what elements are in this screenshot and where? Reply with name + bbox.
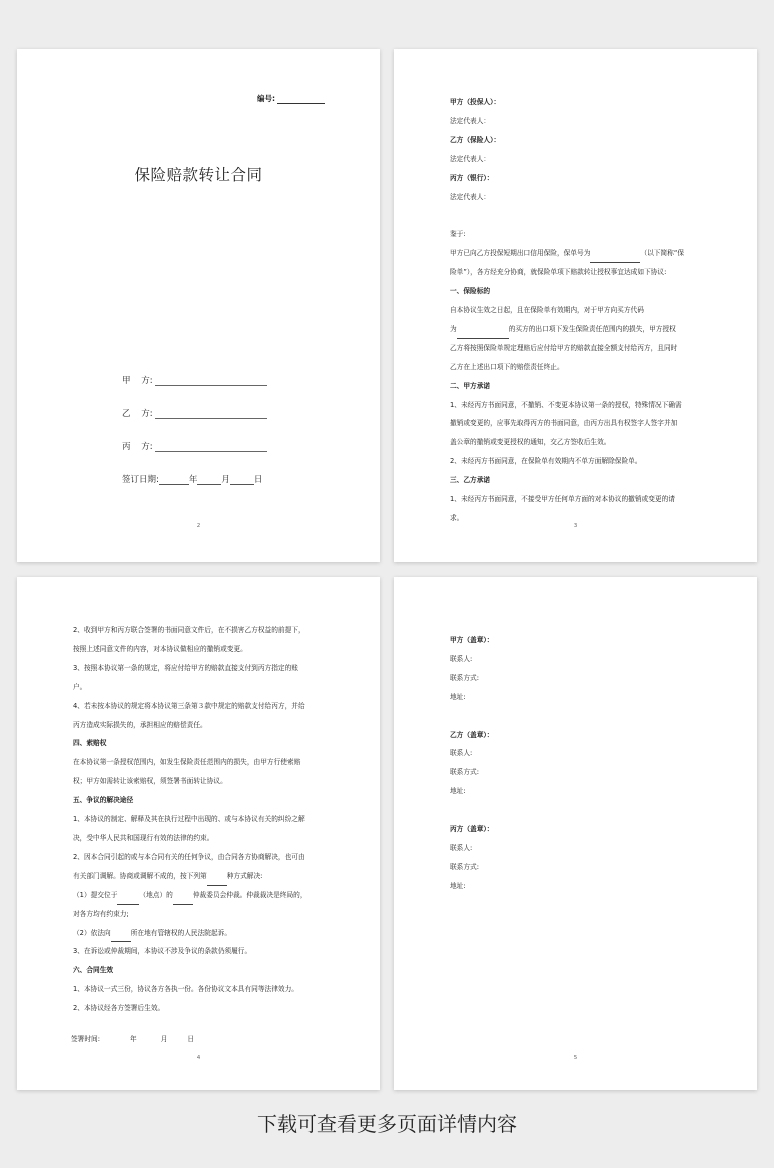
line-text-continued: 的买方的出口项下发生保险责任范围内的损失，甲方授权: [508, 324, 676, 333]
party-c-line: [122, 440, 267, 452]
line-text: 4、若未按本协议的规定将本协议第三条第３款中规定的赔款支付给丙方，并给: [73, 701, 305, 710]
line-text: 1、本协议的制定、解释及其在执行过程中出现的、或与本协议有关的纠纷之解: [73, 815, 305, 824]
text-line: [450, 707, 710, 726]
page-number: 5: [573, 1055, 578, 1061]
text-line: [73, 848, 333, 867]
line-text: 2、未经丙方书面同意，在保险单有效期内不单方面解除保险单。: [450, 457, 642, 466]
text-line: [73, 772, 333, 791]
text-line: [450, 301, 710, 320]
section-heading: [450, 820, 710, 839]
line-text-continued: （地点）的: [139, 890, 173, 899]
line-text: 地址:: [450, 692, 466, 701]
document-page-5: [394, 577, 757, 1090]
line-text-continued: 仲裁委员会仲裁。仲裁裁决是终局的，: [192, 890, 307, 899]
line-text-continued: 所在地有管辖权的人民法院起诉。: [130, 928, 232, 937]
line-text: [450, 712, 452, 720]
section-heading: [450, 282, 710, 301]
year-label: 年: [188, 475, 198, 485]
line-text: 决，受中华人民共和国现行有效的法律的约束。: [73, 833, 214, 842]
line-text: 盖公章的撤销或变更授权的通知，交乙方签收后生效。: [450, 438, 611, 447]
line-text: 户。: [73, 682, 87, 691]
text-line: [450, 452, 710, 471]
text-line: [450, 206, 710, 225]
line-text: 有关部门调解。协商或调解不成的，按下列第: [73, 871, 207, 880]
text-line: [450, 414, 710, 433]
line-text: 联系人:: [450, 749, 473, 758]
line-text: [450, 211, 452, 219]
text-line: [73, 924, 333, 943]
text-line: [450, 744, 710, 763]
signing-time: [71, 1033, 194, 1043]
fill-blank: [590, 253, 640, 263]
line-text: （1）提交位于: [73, 890, 118, 899]
line-text: 地址:: [450, 881, 466, 890]
party-a-line: [122, 374, 267, 386]
line-text: 求。: [450, 513, 464, 522]
fill-blank: [117, 895, 139, 905]
line-text: 二、甲方承诺: [450, 381, 491, 390]
text-line: [73, 886, 333, 905]
party-c-blank: [155, 451, 267, 452]
page-number: 2: [196, 523, 201, 529]
text-line: [73, 716, 333, 735]
text-line: [450, 650, 710, 669]
line-text: 1、未经丙方书面同意，不撤销、不变更本协议第一条的授权，特殊情况下确需: [450, 400, 682, 409]
day-label: 日: [187, 1035, 195, 1043]
document-page-2: [17, 49, 380, 562]
line-text: 法定代表人：: [450, 192, 491, 201]
line-text: 2、因本合同引起的或与本合同有关的任何争议，由合同各方协商解决，也可由: [73, 852, 305, 861]
line-text: 乙方在上述出口项下的赔偿责任终止。: [450, 362, 564, 371]
line-text: 1、未经丙方书面同意，不接受甲方任何单方面的对本协议的撤销或变更的请: [450, 495, 675, 504]
line-text: 撤销或变更的，应事先取得丙方的书面同意，由丙方出具有权签字人签字并加: [450, 419, 678, 428]
text-line: [450, 763, 710, 782]
line-text: 对各方均有约束力;: [73, 909, 129, 918]
section-heading: [450, 471, 710, 490]
line-text: 3、按照本协议第一条的规定，将应付给甲方的赔款直接支付到丙方指定的账: [73, 663, 298, 672]
contract-number: [257, 93, 325, 104]
page-4-body: [73, 621, 333, 1018]
line-text: 2、本协议经各方签署后生效。: [73, 1004, 165, 1013]
line-text: 自本协议生效之日起，且在保险单有效期内，对于甲方向买方代码: [450, 305, 644, 314]
section-heading: [450, 726, 710, 745]
line-text: 联系方式:: [450, 768, 480, 777]
fill-blank: [173, 895, 193, 905]
line-text: 险单”），各方经充分协商，就保险单项下赔款转让授权事宜达成如下协议:: [450, 268, 667, 277]
month-blank: [197, 484, 221, 485]
line-text: 1、本协议一式三份，协议各方各执一份。各份协议文本具有同等法律效力。: [73, 985, 298, 994]
line-text: 乙方将按照保险单规定理赔后应付给甲方的赔款直接全额支付给丙方，且同时: [450, 343, 678, 352]
document-title: 保险赔款转让合同: [134, 166, 263, 184]
text-line: [450, 801, 710, 820]
text-line: [73, 999, 333, 1018]
signing-time-label: 签署时间:: [71, 1035, 101, 1043]
line-text: [450, 806, 452, 814]
text-line: [73, 640, 333, 659]
page-3-body: [450, 93, 710, 528]
text-line: [450, 396, 710, 415]
text-line: [73, 753, 333, 772]
text-line: [450, 263, 710, 282]
line-text: 丙方（银行）：: [450, 173, 494, 182]
line-text: 为: [450, 324, 457, 333]
text-line: [450, 782, 710, 801]
text-line: [450, 150, 710, 169]
day-blank: [230, 484, 254, 485]
signing-date: [122, 473, 262, 485]
text-line: [450, 112, 710, 131]
line-text: 在本协议第一条授权范围内，如发生保险责任范围内的损失，由甲方行使索赔: [73, 758, 301, 767]
contract-number-blank: [277, 103, 325, 104]
line-text: 3、在诉讼或仲裁期间，本协议不涉及争议的条款仍须履行。: [73, 947, 252, 956]
section-heading: [450, 93, 710, 112]
line-text: 四、索赔权: [73, 739, 107, 748]
line-text: 鉴于:: [450, 230, 466, 239]
page-number: 3: [573, 523, 578, 529]
text-line: [450, 188, 710, 207]
section-heading: [73, 961, 333, 980]
text-line: [450, 320, 710, 339]
text-line: [450, 339, 710, 358]
text-line: [450, 877, 710, 896]
month-label: 月: [160, 1035, 168, 1043]
line-text: 丙方造成实际损失的，承担相应的赔偿责任。: [73, 720, 207, 729]
day-label: 日: [253, 475, 263, 485]
section-heading: [73, 734, 333, 753]
text-line: [450, 225, 710, 244]
text-line: [73, 697, 333, 716]
fill-blank: [207, 876, 227, 886]
party-b-blank: [155, 418, 267, 419]
party-a-label: 甲 方:: [122, 376, 153, 386]
text-line: [73, 810, 333, 829]
section-heading: [450, 169, 710, 188]
line-text: 甲方（投保人）：: [450, 98, 501, 106]
text-line: [73, 621, 333, 640]
text-line: [450, 490, 710, 509]
text-line: [73, 905, 333, 924]
line-text: 法定代表人：: [450, 116, 491, 125]
line-text: 权；甲方如需转让该索赔权，须签署书面转让协议。: [73, 777, 227, 786]
text-line: [73, 980, 333, 999]
text-line: [450, 433, 710, 452]
text-line: [73, 867, 333, 886]
line-text: 甲方已向乙方投保短期出口信用保险，保单号为: [450, 249, 591, 258]
fill-blank: [457, 329, 509, 339]
line-text: 联系人:: [450, 654, 473, 663]
party-b-line: [122, 407, 267, 419]
text-line: [73, 942, 333, 961]
line-text: 丙方（盖章）：: [450, 825, 494, 834]
line-text-continued: 种方式解决:: [226, 871, 263, 880]
line-text: 乙方（保险人）：: [450, 135, 501, 144]
month-label: 月: [221, 475, 230, 485]
section-heading: [450, 377, 710, 396]
text-line: [73, 678, 333, 697]
line-text: 2、收到甲方和丙方联合签署的书面同意文件后，在不损害乙方权益的前提下，: [73, 626, 305, 634]
line-text: （2）依法向: [73, 928, 111, 937]
text-line: [450, 244, 710, 263]
section-heading: [450, 631, 710, 650]
fill-blank: [111, 932, 131, 942]
line-text: 联系方式:: [450, 673, 480, 682]
line-text: 联系方式:: [450, 862, 480, 871]
year-label: 年: [130, 1035, 137, 1043]
party-b-label: 乙 方:: [122, 409, 153, 419]
text-line: [450, 688, 710, 707]
line-text: 联系人:: [450, 843, 473, 852]
line-text: 三、乙方承诺: [450, 476, 491, 485]
section-heading: [73, 791, 333, 810]
text-line: [73, 829, 333, 848]
line-text: 甲方（盖章）：: [450, 636, 494, 644]
line-text: 地址:: [450, 787, 466, 796]
text-line: [450, 858, 710, 877]
page-number: 4: [196, 1055, 201, 1061]
line-text: 五、争议的解决途径: [73, 796, 134, 805]
line-text: 乙方（盖章）：: [450, 730, 494, 739]
text-line: [450, 839, 710, 858]
document-page-3: [394, 49, 757, 562]
line-text: 六、合同生效: [73, 966, 114, 975]
party-c-label: 丙 方:: [122, 442, 153, 452]
signing-date-label: 签订日期:: [122, 475, 159, 485]
download-caption: 下载可查看更多页面详情内容: [257, 1112, 517, 1136]
line-text: 一、保险标的: [450, 287, 491, 296]
text-line: [450, 669, 710, 688]
page-5-body: [450, 631, 710, 896]
text-line: [450, 358, 710, 377]
line-text: 按照上述同意文件的内容，对本协议做相应的撤销或变更。: [73, 644, 247, 653]
line-text: 法定代表人：: [450, 154, 491, 163]
document-page-4: [17, 577, 380, 1090]
line-text-continued: （以下简称“保: [640, 249, 685, 258]
text-line: [73, 659, 333, 678]
year-blank: [159, 484, 189, 485]
party-a-blank: [155, 385, 267, 386]
section-heading: [450, 131, 710, 150]
contract-number-label: 编号:: [257, 94, 275, 103]
